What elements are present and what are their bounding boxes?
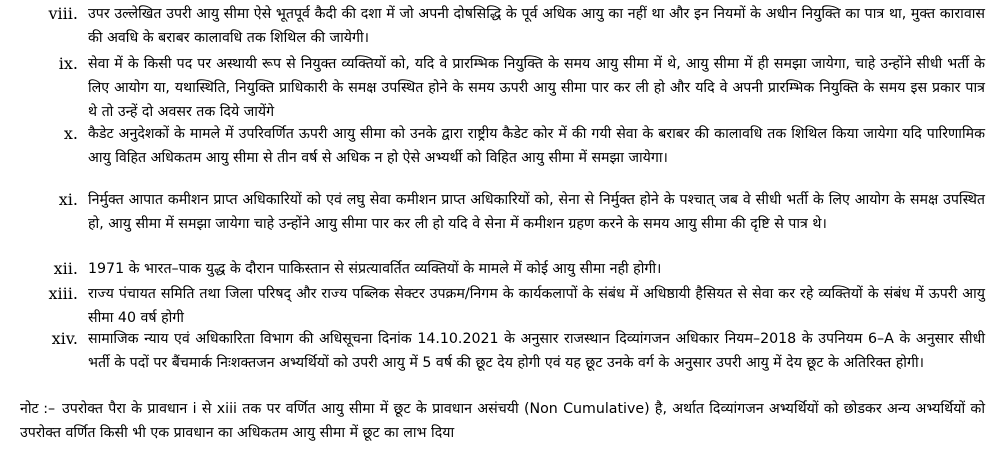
item-text: 1971 के भारत–पाक युद्ध के दौरान पाकिस्तान से संप्रत्यावर्तित व्यक्तियों के मामले में कोई आयु सीमा नही होगी। <box>88 261 662 277</box>
item-number: xi. <box>58 190 78 209</box>
note-text: उपरोक्त पैरा के प्रावधान i से xiii तक पर वर्णित आयु सीमा में छूट के प्रावधान असंचयी (Non Cumulative) है, अर्थात दिव्यांगजन अभ्यर्थियों को छोडकर अन्य अभ्यर्थियों को उपरोक्त वर्णित किसी भी एक प्रावधान का अधिकतम आयु सीमा में छूट का लाभ दिया <box>20 401 985 441</box>
item-number: xiv. <box>51 329 78 348</box>
note-label: नोट :– <box>20 401 56 417</box>
item-text: कैडेट अनुदेशकों के मामले में उपरिवर्णित ऊपरी आयु सीमा को उनके द्वारा राष्ट्रीय कैडेट कोर में की गयी सेवा के बराबर की कालावधि तक शिथिल किया जायेगा यदि पारिणामिक आयु विहित अधिकतम आयु सीमा से तीन वर्ष से अधिक न हो ऐसे अभ्यर्थी को विहित आयु सीमा में समझा जायेगा। <box>88 126 985 166</box>
item-number: xiii. <box>48 284 78 303</box>
item-text: सेवा में के किसी पद पर अस्थायी रूप से नियुक्त व्यक्तियों को, यदि वे प्रारम्भिक नियुक्ति के समय आयु सीमा में थे, आयु सीमा में ही समझा जायेगा, चाहे उन्होंने सीधी भर्ती के लिए आयोग या, यथास्थिति, नियुक्ति प्राधिकारी के समक्ष उपस्थित होने के समय ऊपरी आयु सीमा पार कर ली हो और यदि वे अपनी प्रारम्भिक नियुक्ति के समय इस प्रकार पात्र थे तो उन्हें दो अवसर तक दिये जायेंगे <box>88 56 985 120</box>
item-text: निर्मुक्त आपात कमीशन प्राप्त अधिकारियों को एवं लघु सेवा कमीशन प्राप्त अधिकारियों को, सेना से निर्मुक्त होने के पश्चात् जब वे सीधी भर्ती के लिए आयोग के समक्ष उपस्थित हो, आयु सीमा में समझा जायेगा चाहे उन्होंने आयु सीमा पार कर ली हो यदि वे सेना में कमीशन ग्रहण करने के समय आयु सीमा की दृष्टि से पात्र थे। <box>88 192 985 232</box>
item-text: राज्य पंचायत समिति तथा जिला परिषद् और राज्य पब्लिक सेक्टर उपक्रम/निगम के कार्यकलापों के संबंध में अधिष्ठायी हैसियत से सेवा कर रहे व्यक्तियों के संबंध में ऊपरी आयु सीमा 40 वर्ष होगी <box>88 286 985 326</box>
item-text: सामाजिक न्याय एवं अधिकारिता विभाग की अधिसूचना दिनांक 14.10.2021 के अनुसार राजस्थान दिव्यांगजन अधिकार नियम–2018 के उपनियम 6–A के अनुसार सीधी भर्ती के पदों पर बैंचमार्क निःशक्तजन अभ्यर्थियों को उपरी आयु में 5 वर्ष की छूट देय होगी एवं यह छूट उनके वर्ग के अनुसार उपरी आयु में देय छूट के अतिरिक्त होगी। <box>88 331 985 371</box>
item-number: viii. <box>48 4 78 23</box>
item-number: x. <box>63 124 78 143</box>
item-number: ix. <box>58 54 78 73</box>
item-text: उपर उल्लेखित उपरी आयु सीमा ऐसे भूतपूर्व कैदी की दशा में जो अपनी दोषसिद्धि के पूर्व अधिक आयु का नहीं था और इन नियमों के अधीन नियुक्ति का पात्र था, मुक्त कारावास की अवधि के बराबर कालावधि तक शिथिल की जायेगी। <box>88 6 985 46</box>
item-number: xii. <box>53 259 78 278</box>
